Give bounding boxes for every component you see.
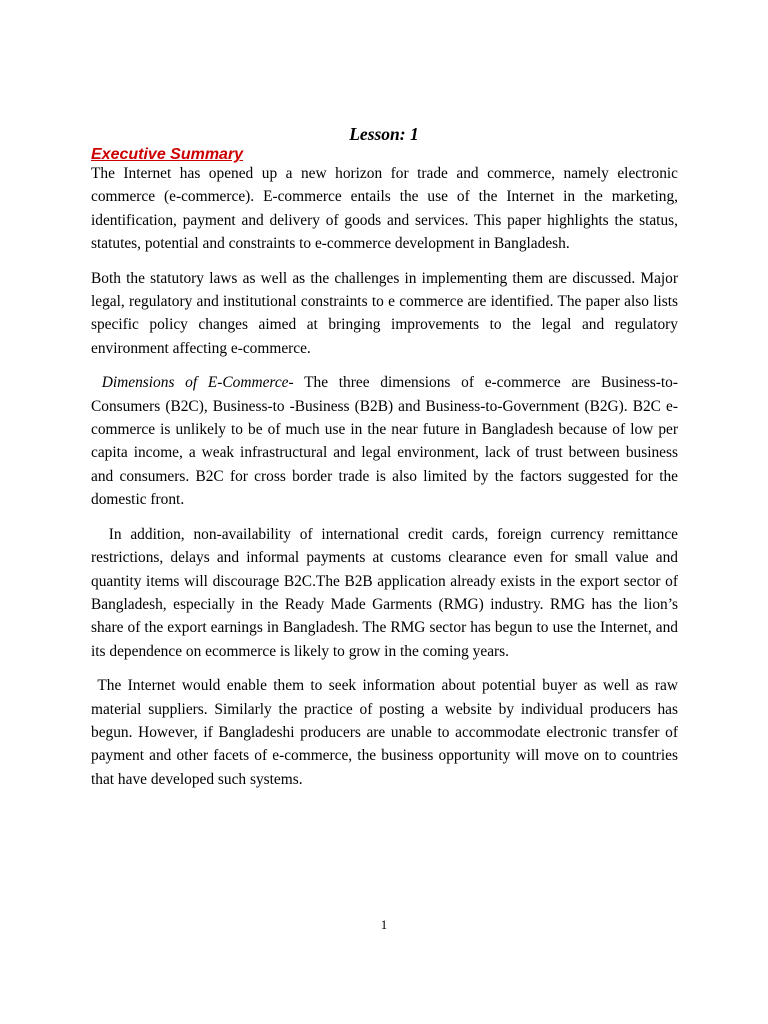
b2b-text: In addition, non-availability of international credit cards, foreign currency remittance restrictions, delays and informal payments at customs clearance even for small value and quantity items will discourage B2C.The B2B application already exists in the export sector of Bangladesh, especially in the Ready Made Garments (RMG) industry. RMG has the lion’s share of the export earnings in Bangladesh. The RMG sector has begun to use the Internet, and its dependence on ecommerce is likely to grow in the coming years.: [91, 525, 678, 660]
internet-text: The Internet would enable them to seek information about potential buyer as well as raw material suppliers. Similarly the practice of posting a website by individual producers has begun. However, if Bangladeshi producers are unable to accommodate electronic transfer of payment and other facets of e-commerce, the business opportunity will move on to countries that have developed such systems.: [91, 677, 678, 788]
section-heading: Executive Summary: [91, 146, 244, 163]
paragraph-statutory: Both the statutory laws as well as the challenges in implementing them are discussed. Major legal, regulatory and institutional constraints to e commerce are identified. The paper also lists specific policy changes aimed at bringing improvements to the legal and regulatory environment affecting e-commerce.: [91, 269, 678, 357]
document-body: [91, 162, 678, 802]
paragraph-intro: The Internet has opened up a new horizon for trade and commerce, namely electronic commerce (e-commerce). E-commerce entails the use of the Internet in the marketing, identification, payment and delivery of goods and services. This paper highlights the status, statutes, potential and constraints to e-commerce development in Bangladesh.: [91, 165, 678, 253]
paragraph-dimensions: [91, 371, 678, 511]
paragraph-internet: [91, 674, 678, 791]
paragraph-b2b: [91, 523, 678, 663]
dimensions-label: Dimensions of E-Commerce-: [101, 374, 294, 392]
lesson-title: Lesson: 1: [349, 124, 419, 144]
page-number: 1: [380, 917, 388, 932]
dimensions-text: The three dimensions of e-commerce are Business-to-Consumers (B2C), Business-to -Business (B2B) and Business-to-Government (B2G). B2C e-commerce is unlikely to be of much use in the near future in Bangladesh because of low per capita income, a weak infrastructural and legal environment, lack of trust between business and consumers. B2C for cross border trade is also limited by the factors suggested for the domestic front.: [91, 374, 678, 509]
